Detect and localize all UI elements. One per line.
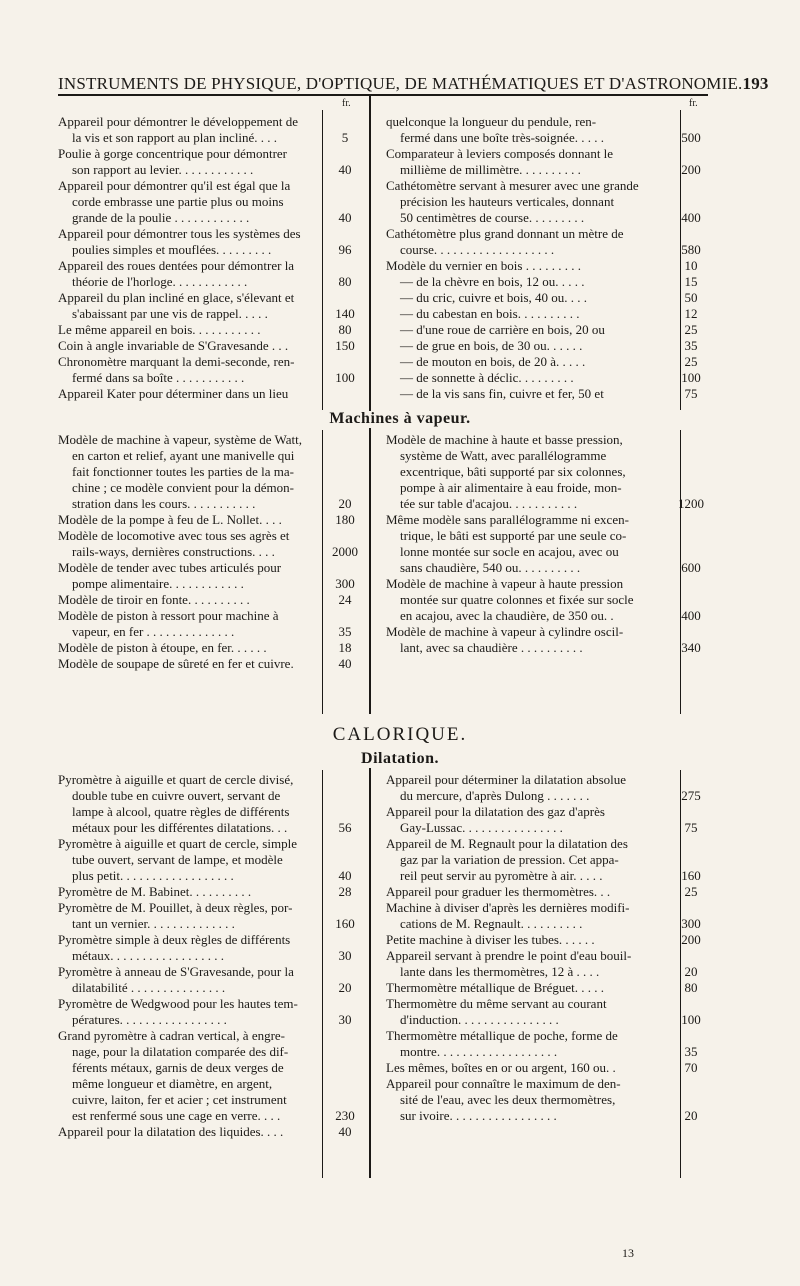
entry-line: Gay-Lussac. . . . . . . . . . . . . . . . — [400, 820, 563, 835]
entry-line: Appareil pour démontrer le développement de — [58, 114, 299, 129]
entry-price: 20 — [338, 980, 352, 995]
catalog-entry — [58, 656, 368, 672]
catalog-entry — [386, 624, 714, 656]
entry-price: 160 — [681, 868, 701, 883]
entry-line: Cathétomètre plus grand donnant un mètre de — [386, 226, 624, 241]
catalog-entry — [58, 1028, 368, 1124]
entry-line: chine ; ce modèle convient pour la démon- — [72, 480, 295, 495]
entry-price: 15 — [684, 274, 698, 289]
catalog-entry — [386, 274, 714, 290]
entry-price: 200 — [681, 932, 701, 947]
entry-line: précision les hauteurs verticales, donnant — [400, 194, 615, 209]
catalog-entry — [386, 354, 714, 370]
catalog-entry — [58, 772, 368, 836]
entry-price: 35 — [338, 624, 352, 639]
entry-price: 25 — [684, 354, 698, 369]
currency-label-right: fr. — [689, 98, 698, 109]
entry-line: dilatabilité . . . . . . . . . . . . . . . — [72, 980, 226, 995]
entry-line: — du cabestan en bois. . . . . . . . . . — [400, 306, 580, 321]
catalog-entry — [58, 900, 368, 932]
entry-line: montre. . . . . . . . . . . . . . . . . . . — [400, 1044, 558, 1059]
entry-line: métaux. . . . . . . . . . . . . . . . . . — [72, 948, 225, 963]
entry-line: tée sur table d'acajou. . . . . . . . . . . — [400, 496, 578, 511]
entry-line: Modèle de tiroir en fonte. . . . . . . . . . — [58, 592, 250, 607]
catalog-entry — [386, 322, 714, 338]
entry-line: cuivre, laiton, fer et acier ; cet instrument — [72, 1092, 287, 1107]
catalog-entry — [386, 1076, 714, 1124]
catalog-entry — [386, 512, 714, 576]
entry-price: 500 — [681, 130, 701, 145]
entry-line: tube ouvert, servant de lampe, et modèle — [72, 852, 283, 867]
entry-line: pompe à air alimentaire à eau froide, mon- — [400, 480, 622, 495]
entry-line: système de Watt, avec parallélogramme — [400, 448, 607, 463]
entry-line: plus petit. . . . . . . . . . . . . . . . . . — [72, 868, 234, 883]
entry-price: 80 — [338, 322, 352, 337]
entry-price: 30 — [338, 948, 352, 963]
entry-line: s'abaissant par une vis de rappel. . . . . — [72, 306, 268, 321]
entry-line: fermé dans une boîte très-soignée. . . . . — [400, 130, 604, 145]
entry-line: Cathétomètre servant à mesurer avec une grande — [386, 178, 639, 193]
entry-line: stration dans les cours. . . . . . . . . . . — [72, 496, 256, 511]
entry-line: Appareil de M. Regnault pour la dilatation des — [386, 836, 628, 851]
entry-line: Appareil Kater pour déterminer dans un lieu — [58, 386, 289, 401]
catalog-entry — [386, 370, 714, 386]
entry-price: 100 — [335, 370, 355, 385]
entry-line: Pyromètre de M. Babinet. . . . . . . . . . — [58, 884, 252, 899]
catalog-entry — [386, 146, 714, 178]
entry-price: 180 — [335, 512, 355, 527]
entry-price: 80 — [684, 980, 698, 995]
catalog-entry — [58, 884, 368, 900]
entry-price: 28 — [338, 884, 352, 899]
entry-line: Modèle du vernier en bois . . . . . . . . . — [386, 258, 581, 273]
entry-line: pompe alimentaire. . . . . . . . . . . . — [72, 576, 244, 591]
entry-price: 20 — [684, 1108, 698, 1123]
column-divider-center — [369, 768, 371, 1178]
catalog-entry — [386, 432, 714, 512]
entry-line: corde embrasse une partie plus ou moins — [72, 194, 284, 209]
entry-line: lant, avec sa chaudière . . . . . . . . . . — [400, 640, 583, 655]
catalog-entry — [58, 560, 368, 592]
catalog-entry — [58, 290, 368, 322]
entry-price: 230 — [335, 1108, 355, 1123]
entry-price: 400 — [681, 608, 701, 623]
catalog-entry — [58, 432, 368, 512]
entry-price: 75 — [684, 820, 698, 835]
catalog-entry — [58, 322, 368, 338]
section-title-vapeur: Machines à vapeur. — [329, 410, 471, 427]
catalog-entry — [58, 932, 368, 964]
entry-line: poulies simples et mouflées. . . . . . . . . — [72, 242, 272, 257]
entry-price: 275 — [681, 788, 701, 803]
entry-line: Thermomètre du même servant au courant — [386, 996, 607, 1011]
section-1-right-column — [386, 432, 714, 656]
entry-line: grande de la poulie . . . . . . . . . . . . — [72, 210, 250, 225]
entry-price: 580 — [681, 242, 701, 257]
catalog-entry — [386, 836, 714, 884]
entry-price: 35 — [684, 1044, 698, 1059]
catalog-entry — [58, 338, 368, 354]
entry-price: 50 — [684, 290, 698, 305]
entry-line: nage, pour la dilatation comparée des dif- — [72, 1044, 289, 1059]
entry-line: Petite machine à diviser les tubes. . . . . . — [386, 932, 595, 947]
catalog-entry — [386, 226, 714, 258]
entry-price: 5 — [341, 130, 349, 145]
entry-line: Appareil pour la dilatation des gaz d'après — [386, 804, 605, 819]
entry-line: Modèle de tender avec tubes articulés pour — [58, 560, 282, 575]
entry-line: Appareil pour démontrer qu'il est égal que la — [58, 178, 291, 193]
entry-price: 40 — [338, 1124, 352, 1139]
entry-line: fait fonctionner toutes les parties de la ma- — [72, 464, 295, 479]
entry-line: montée sur quatre colonnes et fixée sur socle — [400, 592, 634, 607]
currency-label-left: fr. — [342, 98, 351, 109]
running-head — [58, 74, 769, 94]
entry-price: 300 — [681, 916, 701, 931]
entry-line: Coin à angle invariable de S'Gravesande . . . — [58, 338, 289, 353]
entry-price: 80 — [338, 274, 352, 289]
entry-line: — de la chèvre en bois, 12 ou. . . . . — [400, 274, 585, 289]
entry-line: fermé dans sa boîte . . . . . . . . . . . — [72, 370, 245, 385]
catalog-entry — [58, 592, 368, 608]
entry-line: lampe à alcool, quatre règles de différents — [72, 804, 290, 819]
entry-line: — de mouton en bois, de 20 à. . . . . — [400, 354, 586, 369]
entry-line: — de la vis sans fin, cuivre et fer, 50 et — [400, 386, 604, 401]
entry-price: 300 — [335, 576, 355, 591]
entry-line: Appareil servant à prendre le point d'eau bouil- — [386, 948, 632, 963]
entry-line: Les mêmes, boîtes en or ou argent, 160 ou. . — [386, 1060, 616, 1075]
entry-line: Pyromètre à aiguille et quart de cercle, simple — [58, 836, 297, 851]
entry-line: Pyromètre à aiguille et quart de cercle divisé, — [58, 772, 294, 787]
entry-line: Appareil des roues dentées pour démontrer la — [58, 258, 295, 273]
catalog-entry — [386, 1028, 714, 1060]
catalog-entry — [386, 258, 714, 274]
entry-line: théorie de l'horloge. . . . . . . . . . . . — [72, 274, 248, 289]
entry-line: Modèle de locomotive avec tous ses agrès et — [58, 528, 290, 543]
entry-line: son rapport au levier. . . . . . . . . . . . — [72, 162, 254, 177]
chapter-title-calorique: CALORIQUE. — [332, 724, 468, 745]
entry-price: 40 — [338, 656, 352, 671]
page-number: 193 — [742, 74, 769, 93]
entry-line: Appareil du plan incliné en glace, s'élevant et — [58, 290, 295, 305]
catalog-entry — [58, 836, 368, 884]
entry-price: 12 — [684, 306, 698, 321]
catalog-entry — [386, 996, 714, 1028]
entry-line: Le même appareil en bois. . . . . . . . . . . — [58, 322, 261, 337]
entry-line: Thermomètre métallique de Bréguet. . . . . — [386, 980, 605, 995]
catalog-entry — [58, 386, 368, 402]
entry-price: 20 — [684, 964, 698, 979]
entry-price: 40 — [338, 868, 352, 883]
entry-price: 56 — [338, 820, 352, 835]
entry-line: métaux pour les différentes dilatations. . . — [72, 820, 288, 835]
catalog-entry — [58, 226, 368, 258]
entry-line: sur ivoire. . . . . . . . . . . . . . . . . — [400, 1108, 557, 1123]
entry-line: 50 centimètres de course. . . . . . . . . — [400, 210, 585, 225]
entry-line: la vis et son rapport au plan incliné. . . . — [72, 130, 278, 145]
entry-line: Thermomètre métallique de poche, forme de — [386, 1028, 618, 1043]
column-divider-center — [369, 428, 371, 714]
entry-line: Appareil pour la dilatation des liquides. . . . — [58, 1124, 284, 1139]
entry-line: Appareil pour connaître le maximum de den- — [386, 1076, 621, 1091]
entry-price: 100 — [681, 1012, 701, 1027]
entry-line: Modèle de machine à haute et basse pression, — [386, 432, 623, 447]
entry-line: Machine à diviser d'après les dernières modifi- — [386, 900, 630, 915]
catalog-entry — [386, 386, 714, 402]
catalog-entry — [386, 948, 714, 980]
entry-line: excentrique, bâti supporté par six colonnes, — [400, 464, 626, 479]
entry-line: d'induction. . . . . . . . . . . . . . . . — [400, 1012, 559, 1027]
entry-price: 600 — [681, 560, 701, 575]
entry-line: course. . . . . . . . . . . . . . . . . . . — [400, 242, 555, 257]
column-divider-center — [369, 96, 371, 411]
catalog-entry — [386, 178, 714, 226]
entry-line: Modèle de machine à vapeur à haute pression — [386, 576, 624, 591]
catalog-entry — [386, 804, 714, 836]
catalog-entry — [58, 258, 368, 290]
catalog-entry — [58, 528, 368, 560]
entry-line: Modèle de soupape de sûreté en fer et cuivre. — [58, 656, 294, 671]
catalog-entry — [386, 884, 714, 900]
entry-line: Modèle de piston à étoupe, en fer. . . . . . — [58, 640, 267, 655]
catalog-entry — [58, 512, 368, 528]
entry-line: lante dans les thermomètres, 12 à . . . . — [400, 964, 600, 979]
entry-line: quelconque la longueur du pendule, ren- — [386, 114, 597, 129]
entry-price: 18 — [338, 640, 352, 655]
entry-line: même longueur et diamètre, en argent, — [72, 1076, 273, 1091]
section-0-left-column — [58, 114, 368, 402]
catalog-entry — [58, 608, 368, 640]
entry-line: — d'une roue de carrière en bois, 20 ou — [400, 322, 605, 337]
entry-line: cations de M. Regnault. . . . . . . . . . — [400, 916, 583, 931]
section-1-left-column — [58, 432, 368, 672]
entry-line: Pyromètre de Wedgwood pour les hautes tem- — [58, 996, 298, 1011]
entry-price: 150 — [335, 338, 355, 353]
catalog-entry — [58, 114, 368, 146]
section-0-right-column — [386, 114, 714, 402]
entry-line: Même modèle sans parallélogramme ni excen- — [386, 512, 629, 527]
entry-line: Pyromètre à anneau de S'Gravesande, pour la — [58, 964, 294, 979]
entry-line: rails-ways, dernières constructions. . . . — [72, 544, 275, 559]
entry-price: 10 — [684, 258, 698, 273]
entry-line: Appareil pour déterminer la dilatation absolue — [386, 772, 627, 787]
entry-price: 400 — [681, 210, 701, 225]
entry-price: 30 — [338, 1012, 352, 1027]
entry-line: en acajou, avec la chaudière, de 350 ou. . — [400, 608, 614, 623]
catalog-entry — [386, 900, 714, 932]
entry-line: pératures. . . . . . . . . . . . . . . . . — [72, 1012, 227, 1027]
entry-line: sité de l'eau, avec les deux thermomètres, — [400, 1092, 616, 1107]
entry-line: reil peut servir au pyromètre à air. . . . . — [400, 868, 603, 883]
catalog-entry — [386, 932, 714, 948]
entry-line: Modèle de machine à vapeur à cylindre oscil- — [386, 624, 624, 639]
entry-price: 2000 — [332, 544, 358, 559]
entry-line: est renfermé sous une cage en verre. . . . — [72, 1108, 281, 1123]
section-2-right-column — [386, 772, 714, 1124]
entry-line: Modèle de la pompe à feu de L. Nollet. . . . — [58, 512, 282, 527]
entry-line: Comparateur à leviers composés donnant le — [386, 146, 614, 161]
catalog-entry — [58, 640, 368, 656]
catalog-entry — [386, 338, 714, 354]
entry-price: 40 — [338, 210, 352, 225]
catalog-entry — [386, 980, 714, 996]
entry-price: 96 — [338, 242, 352, 257]
catalog-entry — [58, 996, 368, 1028]
entry-price: 1200 — [678, 496, 704, 511]
catalog-entry — [58, 178, 368, 226]
entry-line: Grand pyromètre à cadran vertical, à engre- — [58, 1028, 286, 1043]
catalog-entry — [386, 306, 714, 322]
entry-line: Pyromètre de M. Pouillet, à deux règles, por- — [58, 900, 293, 915]
entry-line: férents métaux, garnis de deux verges de — [72, 1060, 284, 1075]
entry-line: du mercure, d'après Dulong . . . . . . . — [400, 788, 590, 803]
entry-line: gaz par la variation de pression. Cet appa- — [400, 852, 619, 867]
header-rule — [58, 94, 708, 96]
catalog-entry — [58, 1124, 368, 1140]
catalog-entry — [58, 964, 368, 996]
entry-price: 24 — [338, 592, 352, 607]
entry-price: 75 — [684, 386, 698, 401]
entry-line: Appareil pour graduer les thermomètres. . . — [386, 884, 611, 899]
section-2-left-column — [58, 772, 368, 1140]
entry-line: Modèle de piston à ressort pour machine à — [58, 608, 279, 623]
entry-line: vapeur, en fer . . . . . . . . . . . . . . — [72, 624, 235, 639]
catalog-entry — [386, 290, 714, 306]
catalog-entry — [58, 146, 368, 178]
entry-line: double tube en cuivre ouvert, servant de — [72, 788, 281, 803]
entry-price: 20 — [338, 496, 352, 511]
catalog-entry — [386, 114, 714, 146]
entry-line: — du cric, cuivre et bois, 40 ou. . . . — [400, 290, 588, 305]
entry-line: — de grue en bois, de 30 ou. . . . . . — [400, 338, 583, 353]
catalog-entry — [386, 1060, 714, 1076]
entry-price: 25 — [684, 884, 698, 899]
entry-price: 200 — [681, 162, 701, 177]
entry-line: sans chaudière, 540 ou. . . . . . . . . . — [400, 560, 581, 575]
entry-line: Poulie à gorge concentrique pour démontrer — [58, 146, 287, 161]
entry-price: 100 — [681, 370, 701, 385]
entry-line: tant un vernier. . . . . . . . . . . . . . — [72, 916, 235, 931]
entry-price: 140 — [335, 306, 355, 321]
catalog-entry — [386, 772, 714, 804]
entry-price: 40 — [338, 162, 352, 177]
printer-signature: 13 — [622, 1246, 634, 1260]
catalog-entry — [386, 576, 714, 624]
entry-line: Chronomètre marquant la demi-seconde, ren- — [58, 354, 295, 369]
entry-line: Appareil pour démontrer tous les systèmes des — [58, 226, 301, 241]
catalog-entry — [58, 354, 368, 386]
entry-price: 35 — [684, 338, 698, 353]
entry-price: 160 — [335, 916, 355, 931]
entry-price: 340 — [681, 640, 701, 655]
entry-line: — de sonnette à déclic. . . . . . . . . — [400, 370, 574, 385]
entry-line: trique, le bâti est supporté par une seule co- — [400, 528, 627, 543]
entry-price: 25 — [684, 322, 698, 337]
entry-line: Pyromètre simple à deux règles de différents — [58, 932, 291, 947]
entry-line: en carton et relief, ayant une manivelle qui — [72, 448, 295, 463]
entry-line: lonne montée sur socle en acajou, avec ou — [400, 544, 619, 559]
entry-price: 70 — [684, 1060, 698, 1075]
section-title-dilatation: Dilatation. — [361, 750, 439, 767]
running-head-title: INSTRUMENTS DE PHYSIQUE, D'OPTIQUE, DE MATHÉMATIQUES ET D'ASTRONOMIE. — [58, 74, 743, 93]
entry-line: Modèle de machine à vapeur, système de Watt, — [58, 432, 303, 447]
entry-line: millième de millimètre. . . . . . . . . . — [400, 162, 581, 177]
